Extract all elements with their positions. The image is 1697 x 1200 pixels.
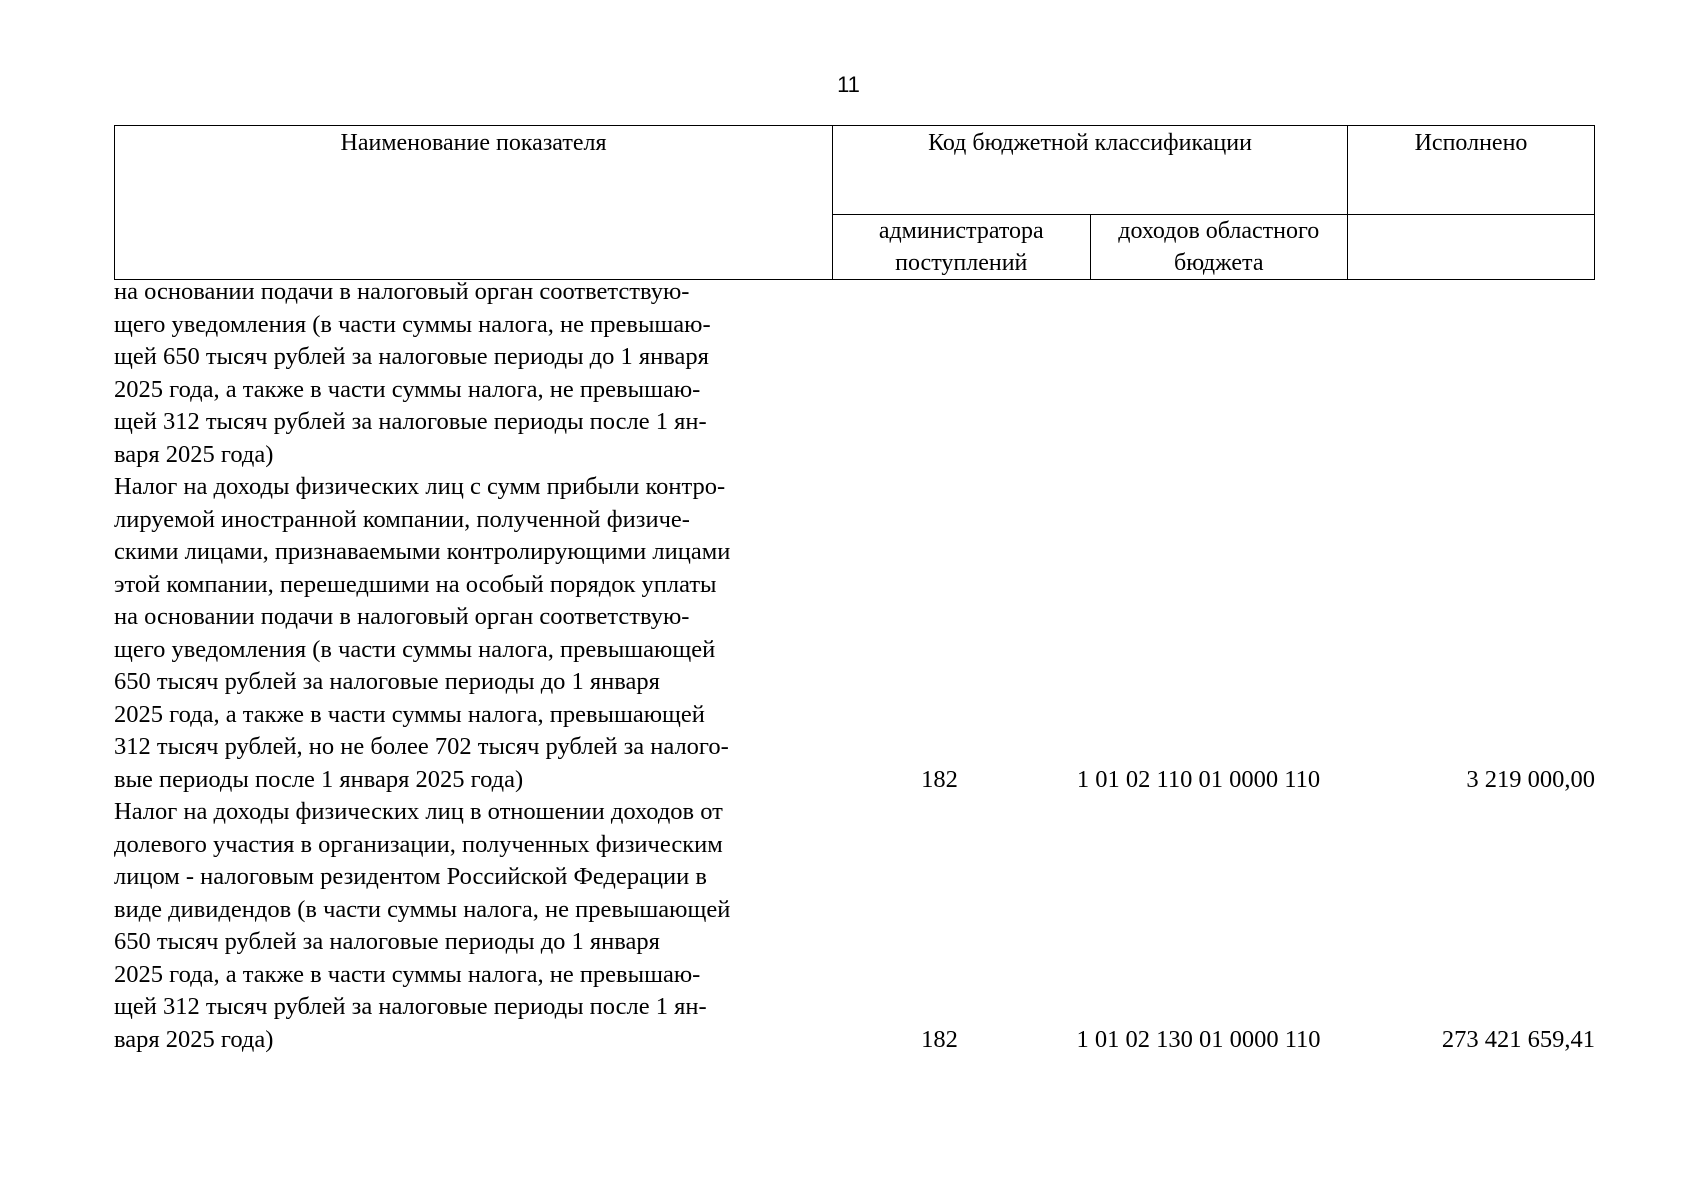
row-text-line: лируемой иностранной компании, полученной физиче- (114, 505, 690, 533)
row-admin-code: 182 (921, 1025, 958, 1053)
row-executed-amount: 3 219 000,00 (1466, 765, 1595, 793)
row-income-code: 1 01 02 110 01 0000 110 (1076, 765, 1321, 793)
row-text-line: 312 тысяч рублей, но не более 702 тысяч рублей за налого- (114, 733, 729, 760)
row-text-line: 650 тысяч рублей за налоговые периоды до 1 января (114, 668, 660, 695)
row-text-line: 2025 года, а также в части суммы налога, превышающей (114, 700, 705, 728)
column-header-name: Наименование показателя (115, 126, 833, 280)
row-text-line: щей 650 тысяч рублей за налоговые периоды до 1 января (114, 343, 709, 370)
row-income-code: 1 01 02 130 01 0000 110 (1076, 1025, 1321, 1053)
row-text-line: варя 2025 года) (114, 1025, 274, 1053)
table-row (114, 471, 1595, 796)
column-header-code: Код бюджетной классификации (833, 126, 1348, 215)
row-text-line: скими лицами, признаваемыми контролирующими лицами (114, 538, 731, 565)
row-text-line: Налог на доходы физических лиц с сумм прибыли контро- (114, 473, 726, 500)
row-text-line: виде дивидендов (в части суммы налога, не превышающей (114, 895, 731, 923)
row-text-line: вые периоды после 1 января 2025 года) (114, 765, 524, 793)
row-admin-code: 182 (921, 765, 958, 793)
row-text-line: лицом - налоговым резидентом Российской Федерации в (114, 863, 707, 890)
row-text-line: щей 312 тысяч рублей за налоговые периоды после 1 ян- (114, 408, 707, 435)
column-header-admin: администратора поступлений (833, 215, 1091, 280)
row-text-line: щей 312 тысяч рублей за налоговые периоды после 1 ян- (114, 993, 707, 1020)
row-text-line: 2025 года, а также в части суммы налога, не превышаю- (114, 375, 701, 403)
row-text-line: Налог на доходы физических лиц в отношении доходов от (114, 798, 723, 825)
column-header-executed: Исполнено (1348, 126, 1595, 215)
row-text-line: на основании подачи в налоговый орган соответствую- (114, 278, 690, 305)
table-row (114, 276, 1595, 471)
column-header-executed-empty (1348, 215, 1595, 280)
page-number: 11 (837, 72, 860, 97)
row-text-line: щего уведомления (в части суммы налога, превышающей (114, 635, 716, 663)
row-text-line: долевого участия в организации, полученных физическим (114, 830, 723, 858)
table-header (114, 125, 1595, 280)
table-body (114, 276, 1595, 1056)
row-text-line: этой компании, перешедшими на особый порядок уплаты (114, 570, 717, 598)
row-text-line: на основании подачи в налоговый орган соответствую- (114, 603, 690, 630)
table-row (114, 796, 1595, 1056)
row-text-line: щего уведомления (в части суммы налога, не превышаю- (114, 310, 711, 338)
row-executed-amount: 273 421 659,41 (1441, 1025, 1595, 1053)
row-indicator-name (114, 471, 834, 796)
column-header-income: доходов областного бюджета (1090, 215, 1348, 280)
row-text-line: 650 тысяч рублей за налоговые периоды до 1 января (114, 928, 660, 955)
row-indicator-name (114, 276, 834, 471)
row-text-line: варя 2025 года) (114, 440, 274, 468)
row-indicator-name (114, 796, 834, 1056)
row-text-line: 2025 года, а также в части суммы налога, не превышаю- (114, 960, 701, 988)
